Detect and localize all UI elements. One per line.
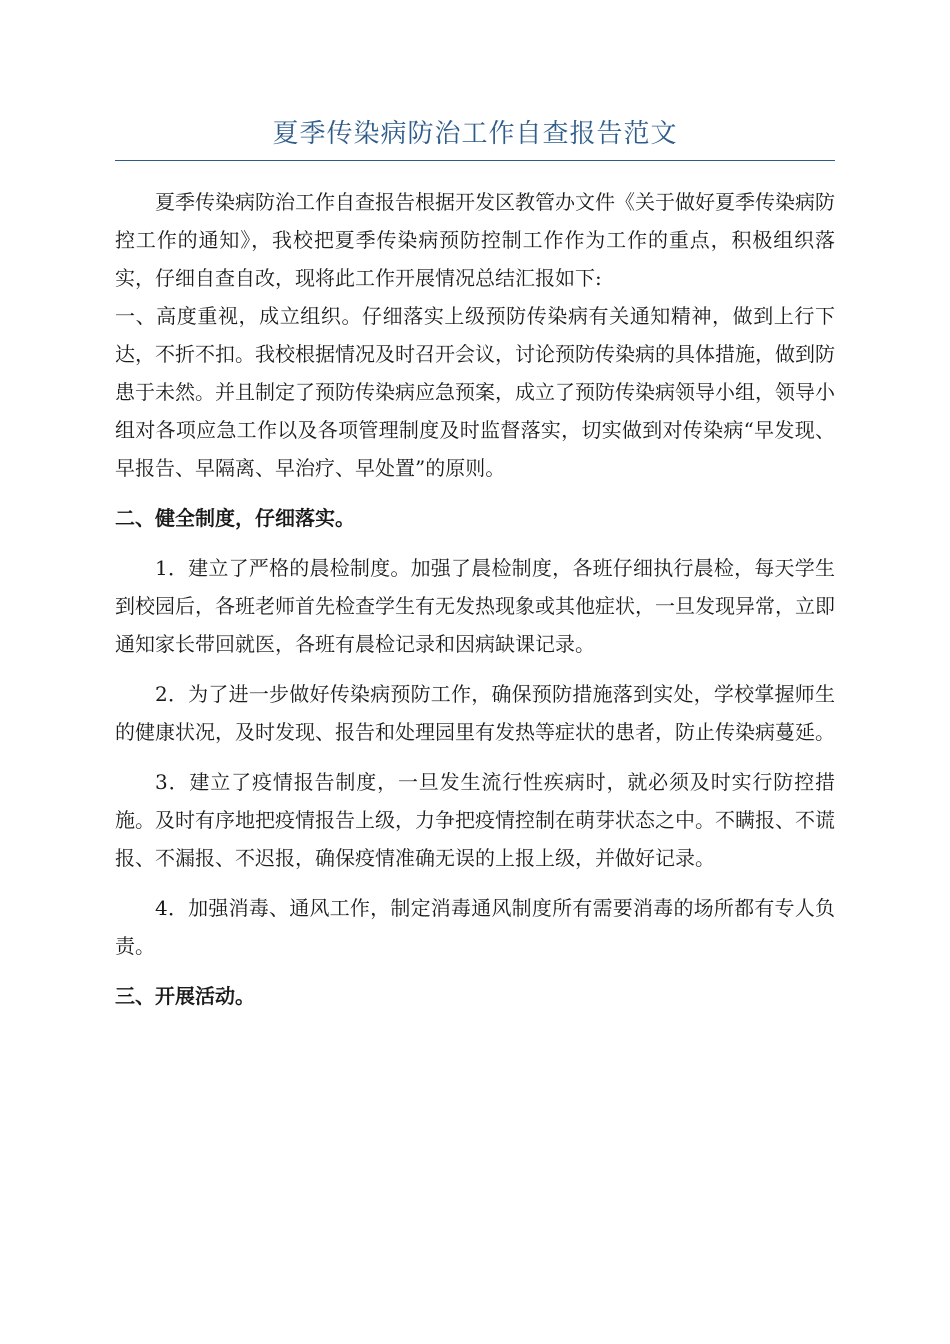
document-title: 夏季传染病防治工作自查报告范文 (115, 110, 835, 161)
item-1-paragraph: 1．建立了严格的晨检制度。加强了晨检制度，各班仔细执行晨检，每天学生到校园后，各班老师首先检查学生有无发热现象或其他症状，一旦发现异常，立即通知家长带回就医，各班有晨检记录和因病缺课记录。 (115, 556, 835, 656)
spacer (115, 877, 835, 889)
item-3-paragraph: 3．建立了疫情报告制度，一旦发生流行性疾病时，就必须及时实行防控措施。及时有序地把疫情报告上级，力争把疫情控制在萌芽状态之中。不瞒报、不谎报、不漏报、不迟报，确保疫情准确无误的上报上级，并做好记录。 (115, 770, 835, 870)
intro-paragraph: 夏季传染病防治工作自查报告根据开发区教管办文件《关于做好夏季传染病防控工作的通知》，我校把夏季传染病预防控制工作作为工作的重点，积极组织落实，仔细自查自改，现将此工作开展情况总结汇报如下: (115, 190, 835, 290)
spacer (115, 965, 835, 977)
spacer (115, 537, 835, 549)
spacer (115, 487, 835, 499)
spacer (115, 663, 835, 675)
item-4-paragraph: 4．加强消毒、通风工作，制定消毒通风制度所有需要消毒的场所都有专人负责。 (115, 896, 835, 958)
spacer (115, 751, 835, 763)
section-2-heading: 二、健全制度，仔细落实。 (115, 506, 355, 530)
section-3-heading: 三、开展活动。 (115, 984, 255, 1008)
document-page (115, 110, 835, 1015)
section-1-paragraph: 一、高度重视，成立组织。仔细落实上级预防传染病有关通知精神，做到上行下达，不折不扣。我校根据情况及时召开会议，讨论预防传染病的具体措施，做到防患于未然。并且制定了预防传染病应急预案，成立了预防传染病领导小组，领导小组对各项应急工作以及各项管理制度及时监督落实，切实做到对传染病“早发现、早报告、早隔离、早治疗、早处置”的原则。 (115, 304, 835, 480)
item-2-paragraph: 2．为了进一步做好传染病预防工作，确保预防措施落到实处，学校掌握师生的健康状况，及时发现、报告和处理园里有发热等症状的患者，防止传染病蔓延。 (115, 682, 835, 744)
title-spacer (115, 161, 835, 183)
